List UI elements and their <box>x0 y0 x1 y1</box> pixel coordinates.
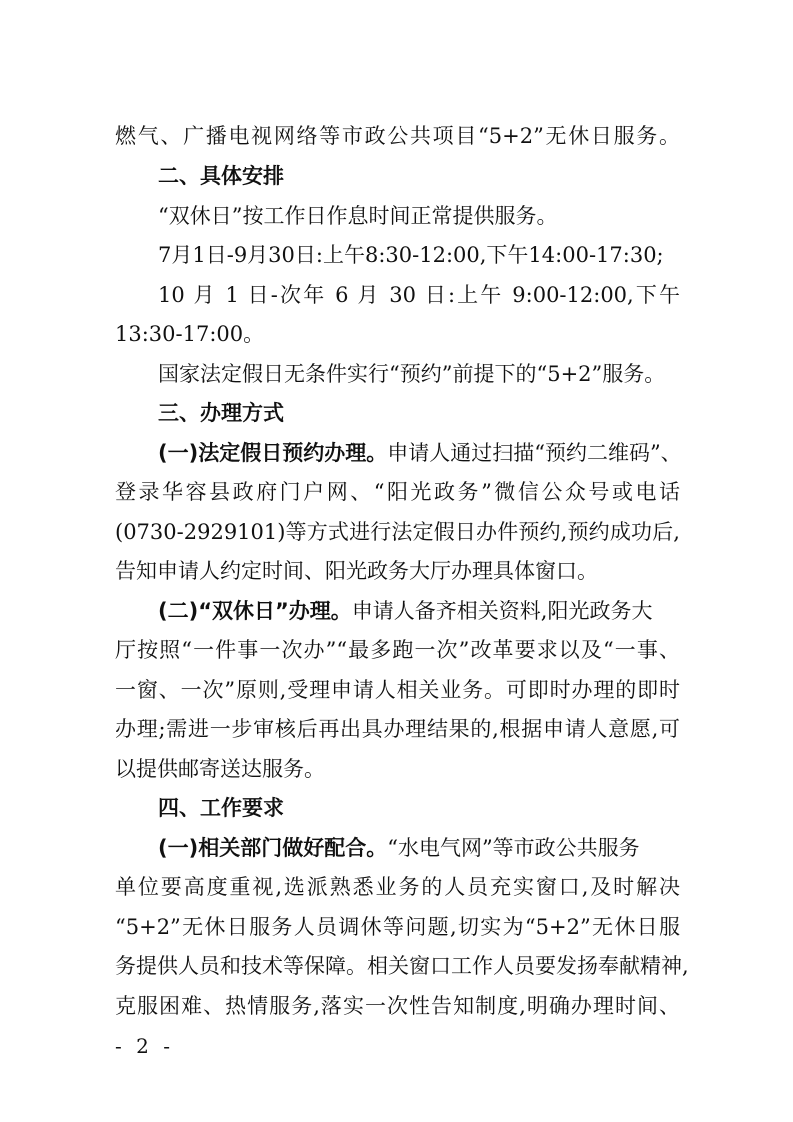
section-heading-3: 三、办理方式 <box>158 401 284 425</box>
section-heading-4: 四、工作要求 <box>158 796 284 820</box>
body-line: 7月1日-9月30日:上午8:30-12:00,下午14:00-17:30; <box>158 243 664 267</box>
paragraph-lead-line <box>158 830 793 866</box>
body-line: 13:30-17:00。 <box>115 322 265 346</box>
paragraph-lead: (二)“双休日”办理。 <box>158 599 352 623</box>
paragraph-lead: (一)相关部门做好配合。 <box>158 836 388 860</box>
body-line: 登录华容县政府门户网、“阳光政务”微信公众号或电话 <box>115 480 680 504</box>
body-line: “5+2”无休日服务人员调休等问题,切实为“5+2”无休日服 <box>115 915 680 939</box>
section-heading-2: 二、具体安排 <box>158 164 284 188</box>
body-line: 务提供人员和技术等保障。相关窗口工作人员要发扬奉献精神, <box>115 954 689 978</box>
body-line: 以提供邮寄送达服务。 <box>115 757 325 781</box>
paragraph-text: “水电气网”等市政公共服务 <box>387 836 640 860</box>
paragraph-text: 申请人备齐相关资料,阳光政务大 <box>351 599 653 623</box>
body-line: 克服困难、热情服务,落实一次性告知制度,明确办理时间、 <box>115 994 680 1018</box>
paragraph-lead-line <box>158 593 793 629</box>
body-line: 10 月 1 日-次年 6 月 30 日:上午 9:00-12:00,下午 <box>158 283 680 307</box>
body-line: (0730-2929101)等方式进行法定假日办件预约,预约成功后, <box>115 520 680 544</box>
body-line: “双休日”按工作日作息时间正常提供服务。 <box>158 204 558 228</box>
body-line: 厅按照“一件事一次办”“最多跑一次”改革要求以及“一事、 <box>115 638 680 662</box>
paragraph-text: 申请人通过扫描“预约二维码”、 <box>387 441 682 465</box>
body-line: 告知申请人约定时间、阳光政务大厅办理具体窗口。 <box>115 559 598 583</box>
body-line: 一窗、一次”原则,受理申请人相关业务。可即时办理的即时 <box>115 678 680 702</box>
paragraph-lead-line <box>158 435 793 471</box>
body-line: 单位要高度重视,选派熟悉业务的人员充实窗口,及时解决 <box>115 875 680 899</box>
body-line: 国家法定假日无条件实行“预约”前提下的“5+2”服务。 <box>158 362 666 386</box>
paragraph-lead: (一)法定假日预约办理。 <box>158 441 388 465</box>
body-line: 燃气、广播电视网络等市政公共项目“5+2”无休日服务。 <box>115 124 680 148</box>
body-line: 办理;需进一步审核后再出具办理结果的,根据申请人意愿,可 <box>115 717 680 741</box>
page-number: - 2 - <box>115 1034 174 1058</box>
